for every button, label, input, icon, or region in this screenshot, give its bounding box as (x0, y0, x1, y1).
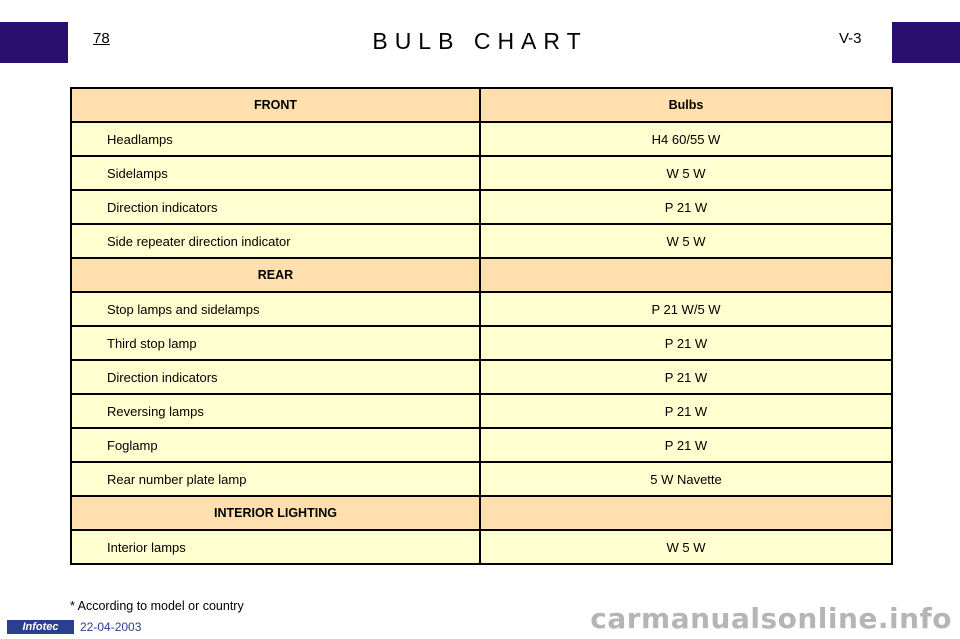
table-row (71, 156, 892, 190)
page-number: 78 (93, 30, 110, 47)
bulb-type: P 21 W/5 W (480, 292, 892, 326)
table-row (71, 326, 892, 360)
section-heading-rear: REAR (71, 258, 480, 292)
bulb-type: P 21 W (480, 394, 892, 428)
bulb-type: P 21 W (480, 428, 892, 462)
watermark: carmanualsonline.info (590, 602, 952, 635)
table-row (71, 394, 892, 428)
bulb-table (70, 87, 893, 565)
bulb-type: 5 W Navette (480, 462, 892, 496)
lamp-name: Sidelamps (71, 156, 480, 190)
bulb-type: P 21 W (480, 360, 892, 394)
lamp-name: Stop lamps and sidelamps (71, 292, 480, 326)
bulbs-column-label: Bulbs (480, 88, 892, 122)
footnote: * According to model or country (70, 599, 244, 613)
lamp-name: Rear number plate lamp (71, 462, 480, 496)
empty-header-cell (480, 258, 892, 292)
table-row (71, 530, 892, 564)
section-code: V-3 (839, 30, 862, 47)
bulb-type: P 21 W (480, 190, 892, 224)
bulb-type: P 21 W (480, 326, 892, 360)
table-header-rear (71, 258, 892, 292)
empty-header-cell (480, 496, 892, 530)
lamp-name: Reversing lamps (71, 394, 480, 428)
table-row (71, 428, 892, 462)
lamp-name: Foglamp (71, 428, 480, 462)
section-heading-front: FRONT (71, 88, 480, 122)
section-heading-interior: INTERIOR LIGHTING (71, 496, 480, 530)
lamp-name: Interior lamps (71, 530, 480, 564)
table-row (71, 292, 892, 326)
bulb-type: W 5 W (480, 530, 892, 564)
bulb-type: W 5 W (480, 156, 892, 190)
table-row (71, 360, 892, 394)
table-header-front (71, 88, 892, 122)
page-title: BULB CHART (372, 28, 588, 54)
table-row (71, 190, 892, 224)
table-row (71, 224, 892, 258)
print-date: 22-04-2003 (80, 620, 142, 634)
lamp-name: Direction indicators (71, 360, 480, 394)
table-header-interior (71, 496, 892, 530)
lamp-name: Headlamps (71, 122, 480, 156)
lamp-name: Side repeater direction indicator (71, 224, 480, 258)
bulb-type: H4 60/55 W (480, 122, 892, 156)
bulb-type: W 5 W (480, 224, 892, 258)
lamp-name: Direction indicators (71, 190, 480, 224)
infotec-logo: Infotec (7, 620, 74, 634)
table-row (71, 122, 892, 156)
lamp-name: Third stop lamp (71, 326, 480, 360)
table-row (71, 462, 892, 496)
